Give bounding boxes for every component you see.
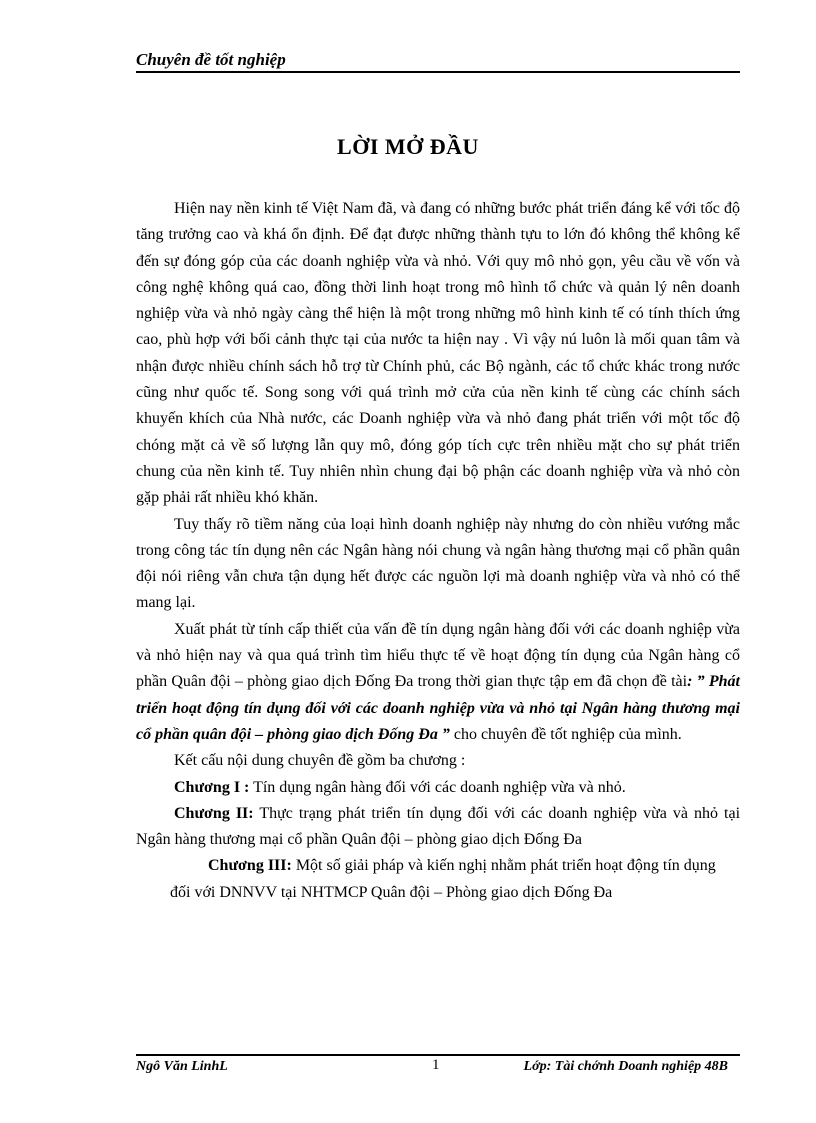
header-title: Chuyên đề tốt nghiệp [136,50,286,69]
chapter-1-label: Chương I : [174,778,250,796]
page-title: LỜI MỞ ĐẦU [337,134,479,159]
footer-rule [136,1054,740,1056]
chapter-2 [136,801,740,854]
paragraph-topic [136,617,740,748]
paragraph-structure: Kết cấu nội dung chuyên đề gồm ba chương : [174,752,466,770]
chapter-1-text: Tín dụng ngân hàng đối với các doanh nghiệp vừa và nhỏ. [249,778,626,796]
body-text [136,196,740,906]
topic-intro-text: Xuất phát từ tính cấp thiết của vấn đề tín dụng ngân hàng đối với các doanh nghiệp vừa và nhỏ hiện nay và qua quá trình tìm hiểu thực tế về hoạt động tín dụng của Ngân hàng cổ phần Quân đội – phòng giao dịch Đống Đa trong thời gian thực tập em đã chọn đề tài [136,620,740,691]
page-footer [136,1057,740,1079]
chapter-1 [136,775,740,801]
paragraph-intro: Hiện nay nền kinh tế Việt Nam đã, và đang có những bước phát triển đáng kể với tốc độ tăng trưởng cao và khá ổn định. Để đạt được những thành tựu to lớn đó không thể không kể đến sự đóng góp của các doanh nghiệp vừa và nhỏ. Với quy mô nhỏ gọn, yêu cầu về vốn và công nghệ không quá cao, đồng thời linh hoạt trong mô hình tổ chức và quản lý nên doanh nghiệp vừa và nhỏ ngày càng thể hiện là một trong những mô hình kinh tế có tính thích ứng cao, phù hợp với bối cảnh thực tại của nước ta hiện nay . Vì vậy nú luôn là mối quan tâm và nhận được nhiều chính sách hỗ trợ từ Chính phủ, các Bộ ngành, các tổ chức khác trong nước cũng như quốc tế. Song song với quá trình mở cửa của nền kinh tế cùng các chính sách khuyến khích của Nhà nước, các Doanh nghiệp vừa và nhỏ đang phát triển với một tốc độ chóng mặt cả về số lượng lẫn quy mô, đóng góp tích cực trên nhiều mặt cho sự phát triển chung của nền kinh tế. Tuy nhiên nhìn chung đại bộ phận các doanh nghiệp vừa và nhỏ còn gặp phải rất nhiều khó khăn. [136,200,740,507]
topic-title: : ” Phát triển hoạt động tín dụng đối với các doanh nghiệp vừa và nhỏ tại Ngân hàng thương mại cổ phần quân đội – phòng giao dịch Đống Đa ” [136,673,740,743]
page-header [136,48,740,72]
footer-class: Lớp: Tài chớnh Doanh nghiệp 48B [523,1059,728,1074]
chapter-2-text: Thực trạng phát triển tín dụng đối với các doanh nghiệp vừa và nhỏ tại Ngân hàng thương mại cổ phần Quân đội – phòng giao dịch Đống Đa [136,804,741,849]
topic-end-text: cho chuyên đề tốt nghiệp của mình. [449,725,682,743]
paragraph-potential: Tuy thấy rõ tiềm năng của loại hình doanh nghiệp này nhưng do còn nhiều vướng mắc trong công tác tín dụng nên các Ngân hàng nói chung và ngân hàng thương mại cổ phần quân đội nói riêng vẫn chưa tận dụng hết được các nguồn lợi mà doanh nghiệp vừa và nhỏ có thể mang lại. [136,515,740,612]
header-rule [136,71,740,73]
chapter-3-label: Chương III: [208,857,292,875]
chapter-3-text: Một số giải pháp và kiến nghị nhằm phát triển hoạt động tín dụng đối với DNNVV tại NHTMCP Quân đội – Phòng giao dịch Đống Đa [170,857,716,901]
footer-author: Ngô Văn LinhL [136,1059,228,1074]
chapter-3 [136,853,730,906]
chapter-2-label: Chương II: [174,804,254,822]
page-number: 1 [432,1057,440,1073]
